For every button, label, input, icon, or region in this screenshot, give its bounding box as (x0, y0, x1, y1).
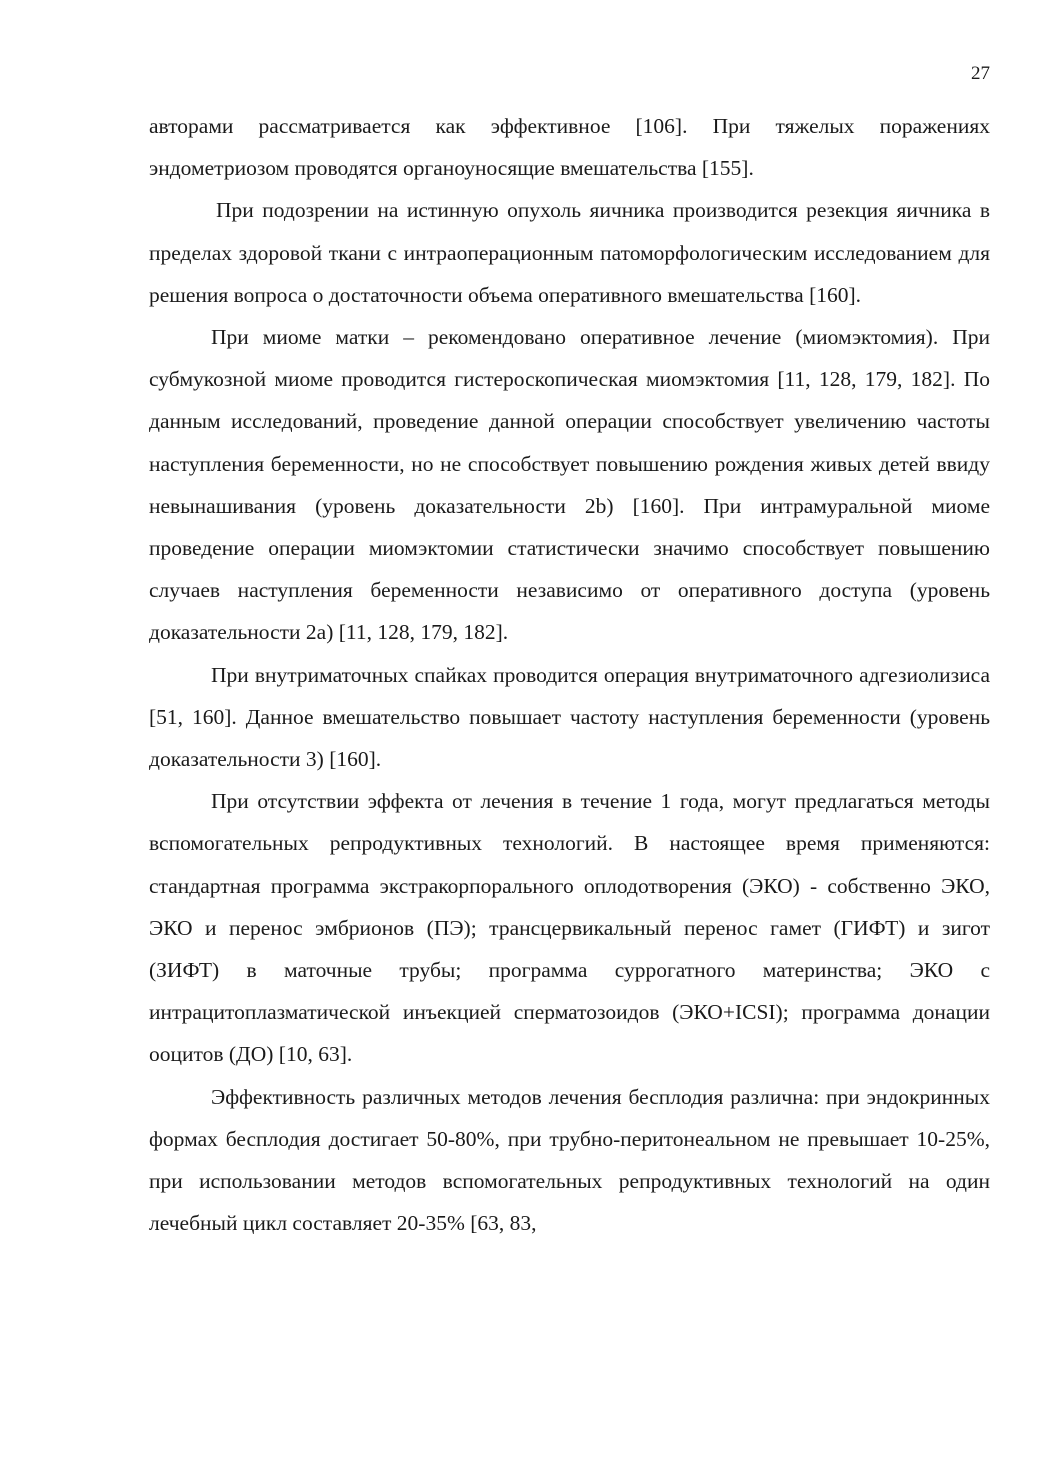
body-text (149, 105, 990, 1244)
paragraph-6: Эффективность различных методов лечения бесплодия различна: при эндокринных формах бесплодия достигает 50-80%, при трубно-перитонеальном не превышает 10-25%, при использовании методов вспомогательных репродуктивных технологий на один лечебный цикл составляет 20-35% [63, 83, (149, 1084, 990, 1236)
paragraph-1: авторами рассматривается как эффективное [106]. При тяжелых поражениях эндометриозом проводятся органоуносящие вмешательства [155]. (149, 114, 990, 181)
paragraph-2: При подозрении на истинную опухоль яичника производится резекция яичника в пределах здоровой ткани с интраоперационным патоморфологическим исследованием для решения вопроса о достаточности объема оперативного вмешательства [160]. (149, 198, 990, 307)
paragraph-3: При миоме матки – рекомендовано оперативное лечение (миомэктомия). При субмукозной миоме проводится гистероскопическая миомэктомия [11, 128, 179, 182]. По данным исследований, проведение данной операции способствует увеличению частоты наступления беременности, но не способствует повышению рождения живых детей ввиду невынашивания (уровень доказательности 2b) [160]. При интрамуральной миоме проведение операции миомэктомии статистически значимо способствует повышению случаев наступления беременности независимо от оперативного доступа (уровень доказательности 2а) [11, 128, 179, 182]. (149, 325, 990, 645)
paragraph-5: При отсутствии эффекта от лечения в течение 1 года, могут предлагаться методы вспомогательных репродуктивных технологий. В настоящее время применяются: стандартная программа экстракорпорального оплодотворения (ЭКО) - собственно ЭКО, ЭКО и перенос эмбрионов (ПЭ); трансцервикальный перенос гамет (ГИФТ) и зигот (ЗИФТ) в маточные трубы; программа суррогатного материнства; ЭКО с интрацитоплазматической инъекцией сперматозоидов (ЭКО+ICSI); программа донации ооцитов (ДО) [10, 63]. (149, 789, 990, 1067)
page-number: 27 (971, 63, 990, 84)
paragraph-4: При внутриматочных спайках проводится операция внутриматочного адгезиолизиса [51, 160]. Данное вмешательство повышает частоту наступления беременности (уровень доказательности 3) [160]. (149, 662, 990, 772)
